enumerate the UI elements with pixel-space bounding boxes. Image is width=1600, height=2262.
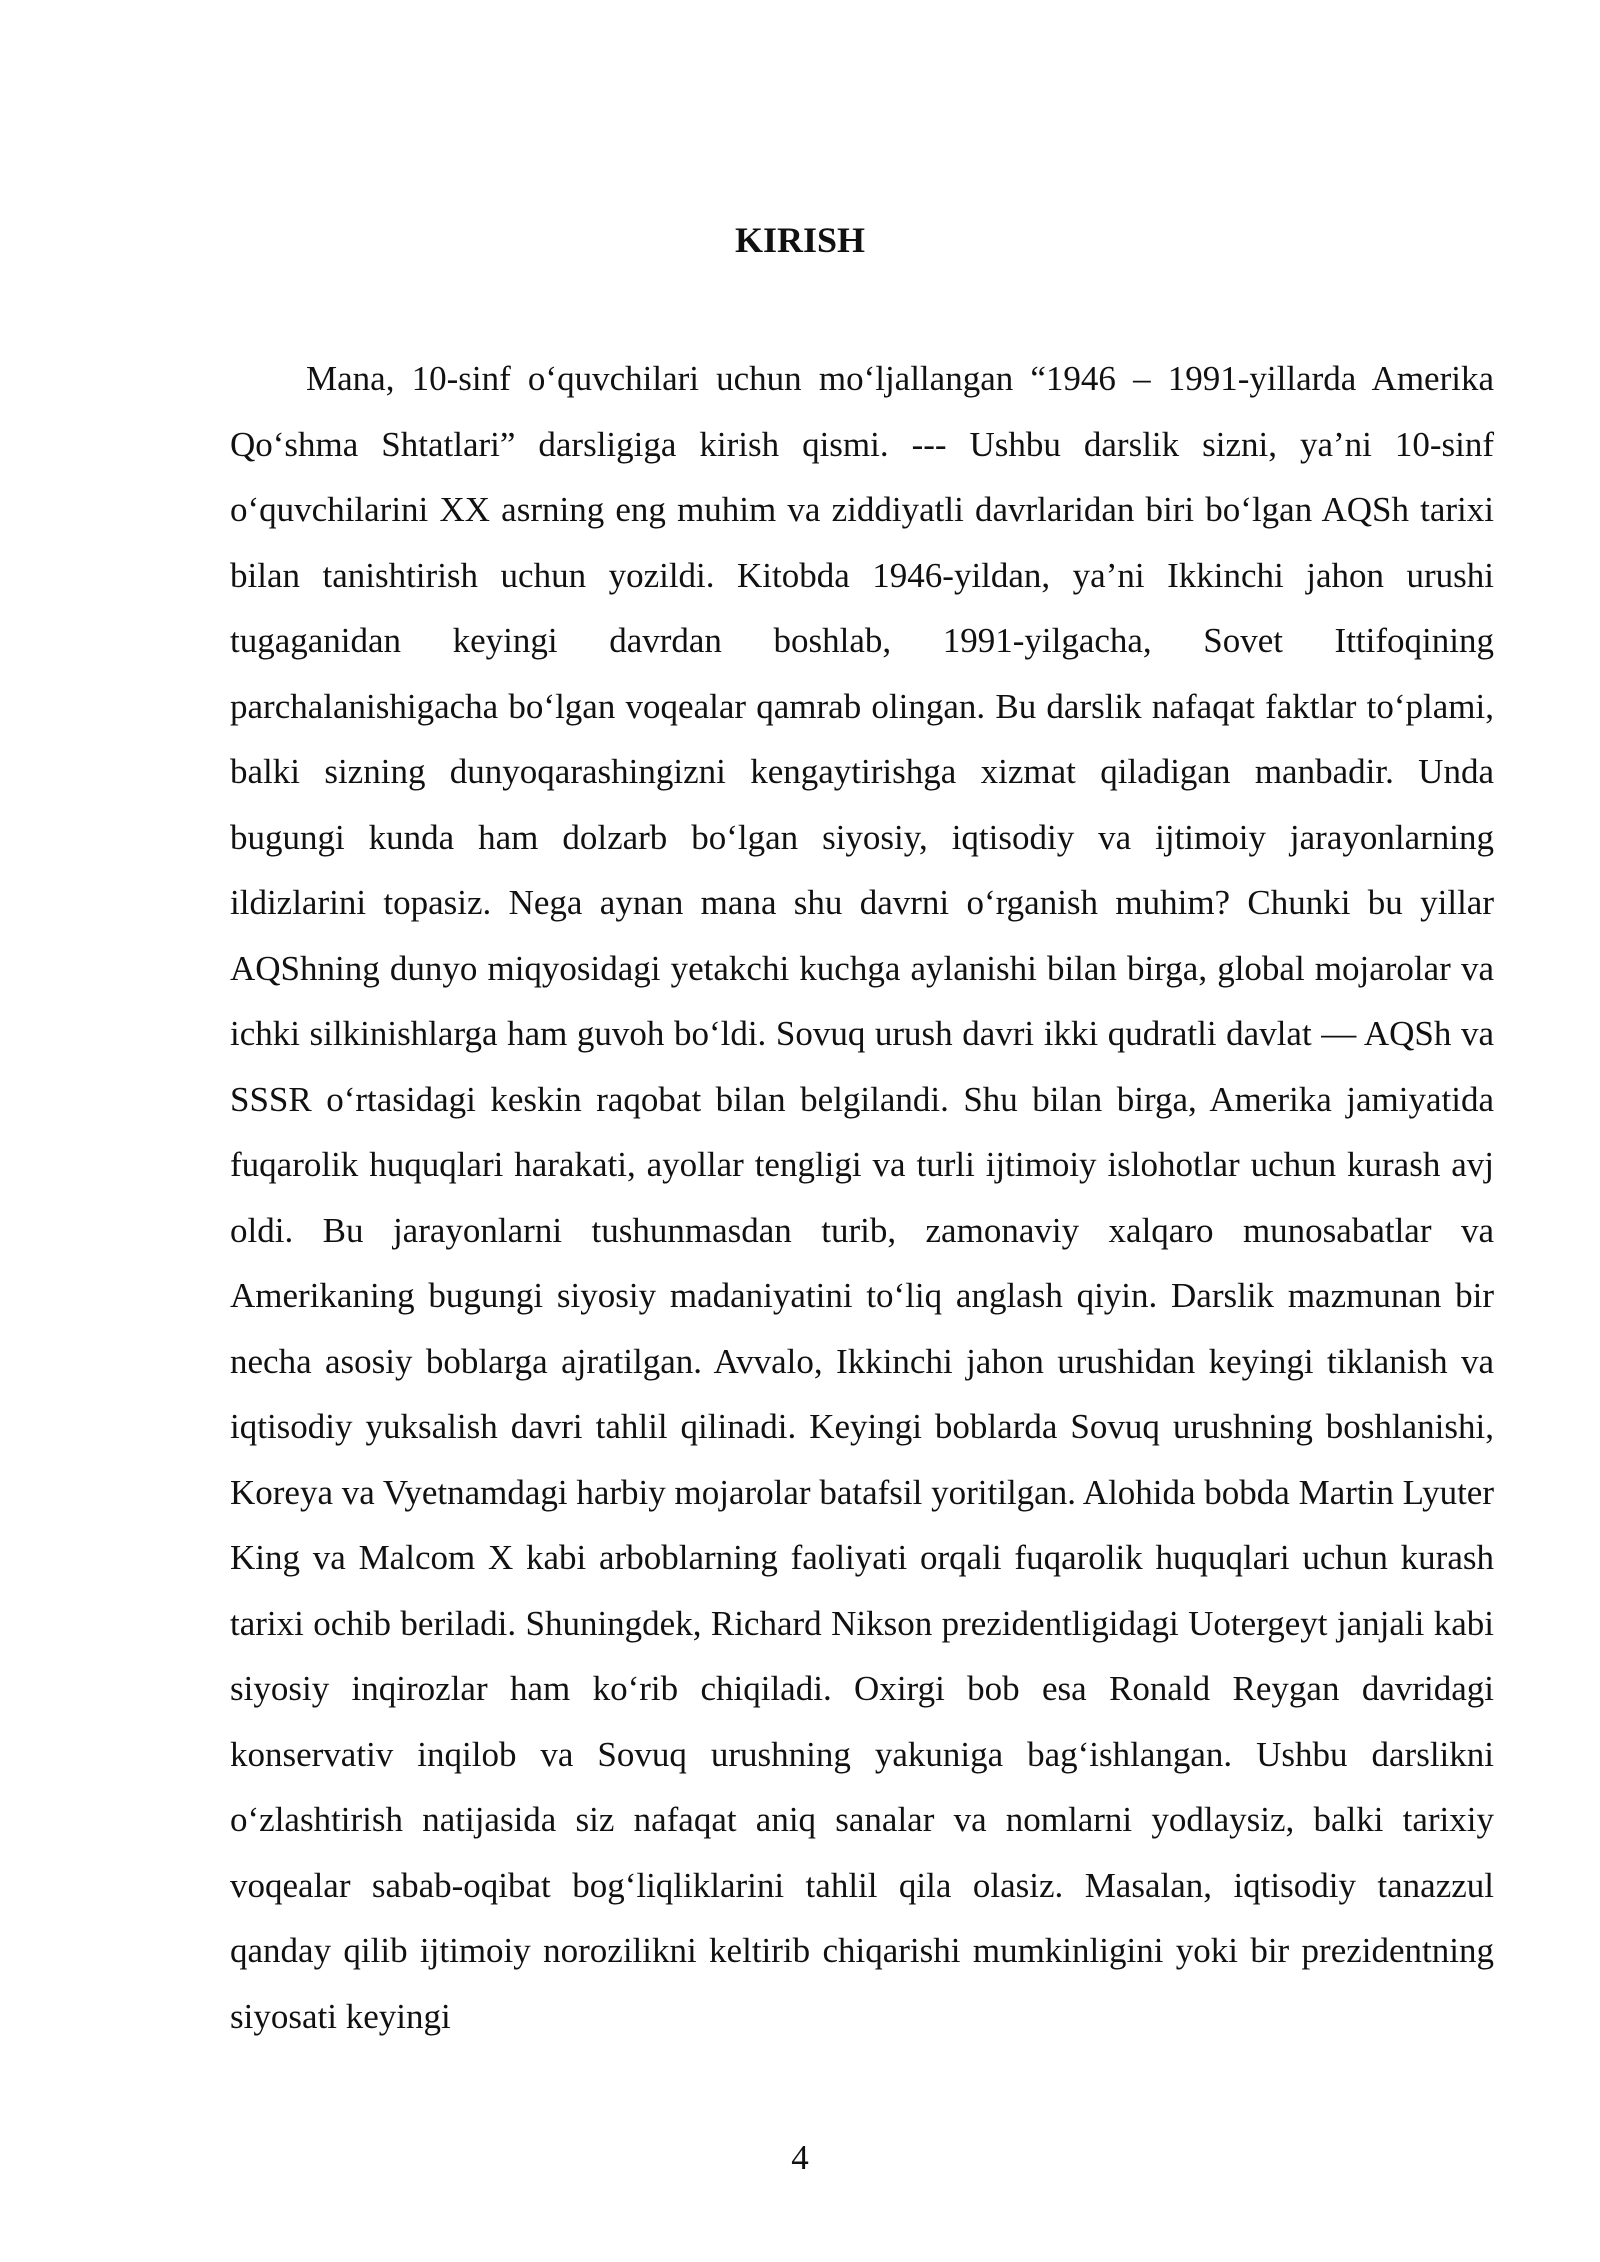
section-heading: KIRISH — [734, 220, 866, 260]
page-number: 4 — [791, 2138, 809, 2177]
body-paragraph: Mana, 10-sinf o‘quvchilari uchun mo‘ljallangan “1946 – 1991-yillarda Amerika Qo‘shma Shtatlari” darsligiga kirish qismi. --- Ushbu darslik sizni, ya’ni 10-sinf o‘quvchilarini XX asrning eng muhim va ziddiyatli davrlaridan biri bo‘lgan AQSh tarixi bilan tanishtirish uchun yozildi. Kitobda 1946-yildan, ya’ni Ikkinchi jahon urushi tugaganidan keyingi davrdan boshlab, 1991-yilgacha, Sovet Ittifoqining parchalanishigacha bo‘lgan voqealar qamrab olingan. Bu darslik nafaqat faktlar to‘plami, balki sizning dunyoqarashingizni kengaytirishga xizmat qiladigan manbadir. Unda bugungi kunda ham dolzarb bo‘lgan siyosiy, iqtisodiy va ijtimoiy jarayonlarning ildizlarini topasiz. Nega aynan mana shu davrni o‘rganish muhim? Chunki bu yillar AQShning dunyo miqyosidagi yetakchi kuchga aylanishi bilan birga, global mojarolar va ichki silkinishlarga ham guvoh bo‘ldi. Sovuq urush davri ikki qudratli davlat — AQSh va SSSR o‘rtasidagi keskin raqobat bilan belgilandi. Shu bilan birga, Amerika jamiyatida fuqarolik huquqlari harakati, ayollar tengligi va turli ijtimoiy islohotlar uchun kurash avj oldi. Bu jarayonlarni tushunmasdan turib, zamonaviy xalqaro munosabatlar va Amerikaning bugungi siyosiy madaniyatini to‘liq anglash qiyin. Darslik mazmunan bir necha asosiy boblarga ajratilgan. Avvalo, Ikkinchi jahon urushidan keyingi tiklanish va iqtisodiy yuksalish davri tahlil qilinadi. Keyingi boblarda Sovuq urushning boshlanishi, Koreya va Vyetnamdagi harbiy mojarolar batafsil yoritilgan. Alohida bobda Martin Lyuter King va Malcom X kabi arboblarning faoliyati orqali fuqarolik huquqlari uchun kurash tarixi ochib beriladi. Shuningdek, Richard Nikson prezidentligidagi Uotergeyt janjali kabi siyosiy inqirozlar ham ko‘rib chiqiladi. Oxirgi bob esa Ronald Reygan davridagi konservativ inqilob va Sovuq urushning yakuniga bag‘ishlangan. Ushbu darslikni o‘zlashtirish natijasida siz nafaqat aniq sanalar va nomlarni yodlaysiz, balki tarixiy voqealar sabab-oqibat bog‘liqliklarini tahlil qila olasiz. Masalan, iqtisodiy tanazzul qanday qilib ijtimoiy norozilikni keltirib chiqarishi mumkinligini yoki bir prezidentning siyosati keyingi — [230, 359, 1494, 2036]
